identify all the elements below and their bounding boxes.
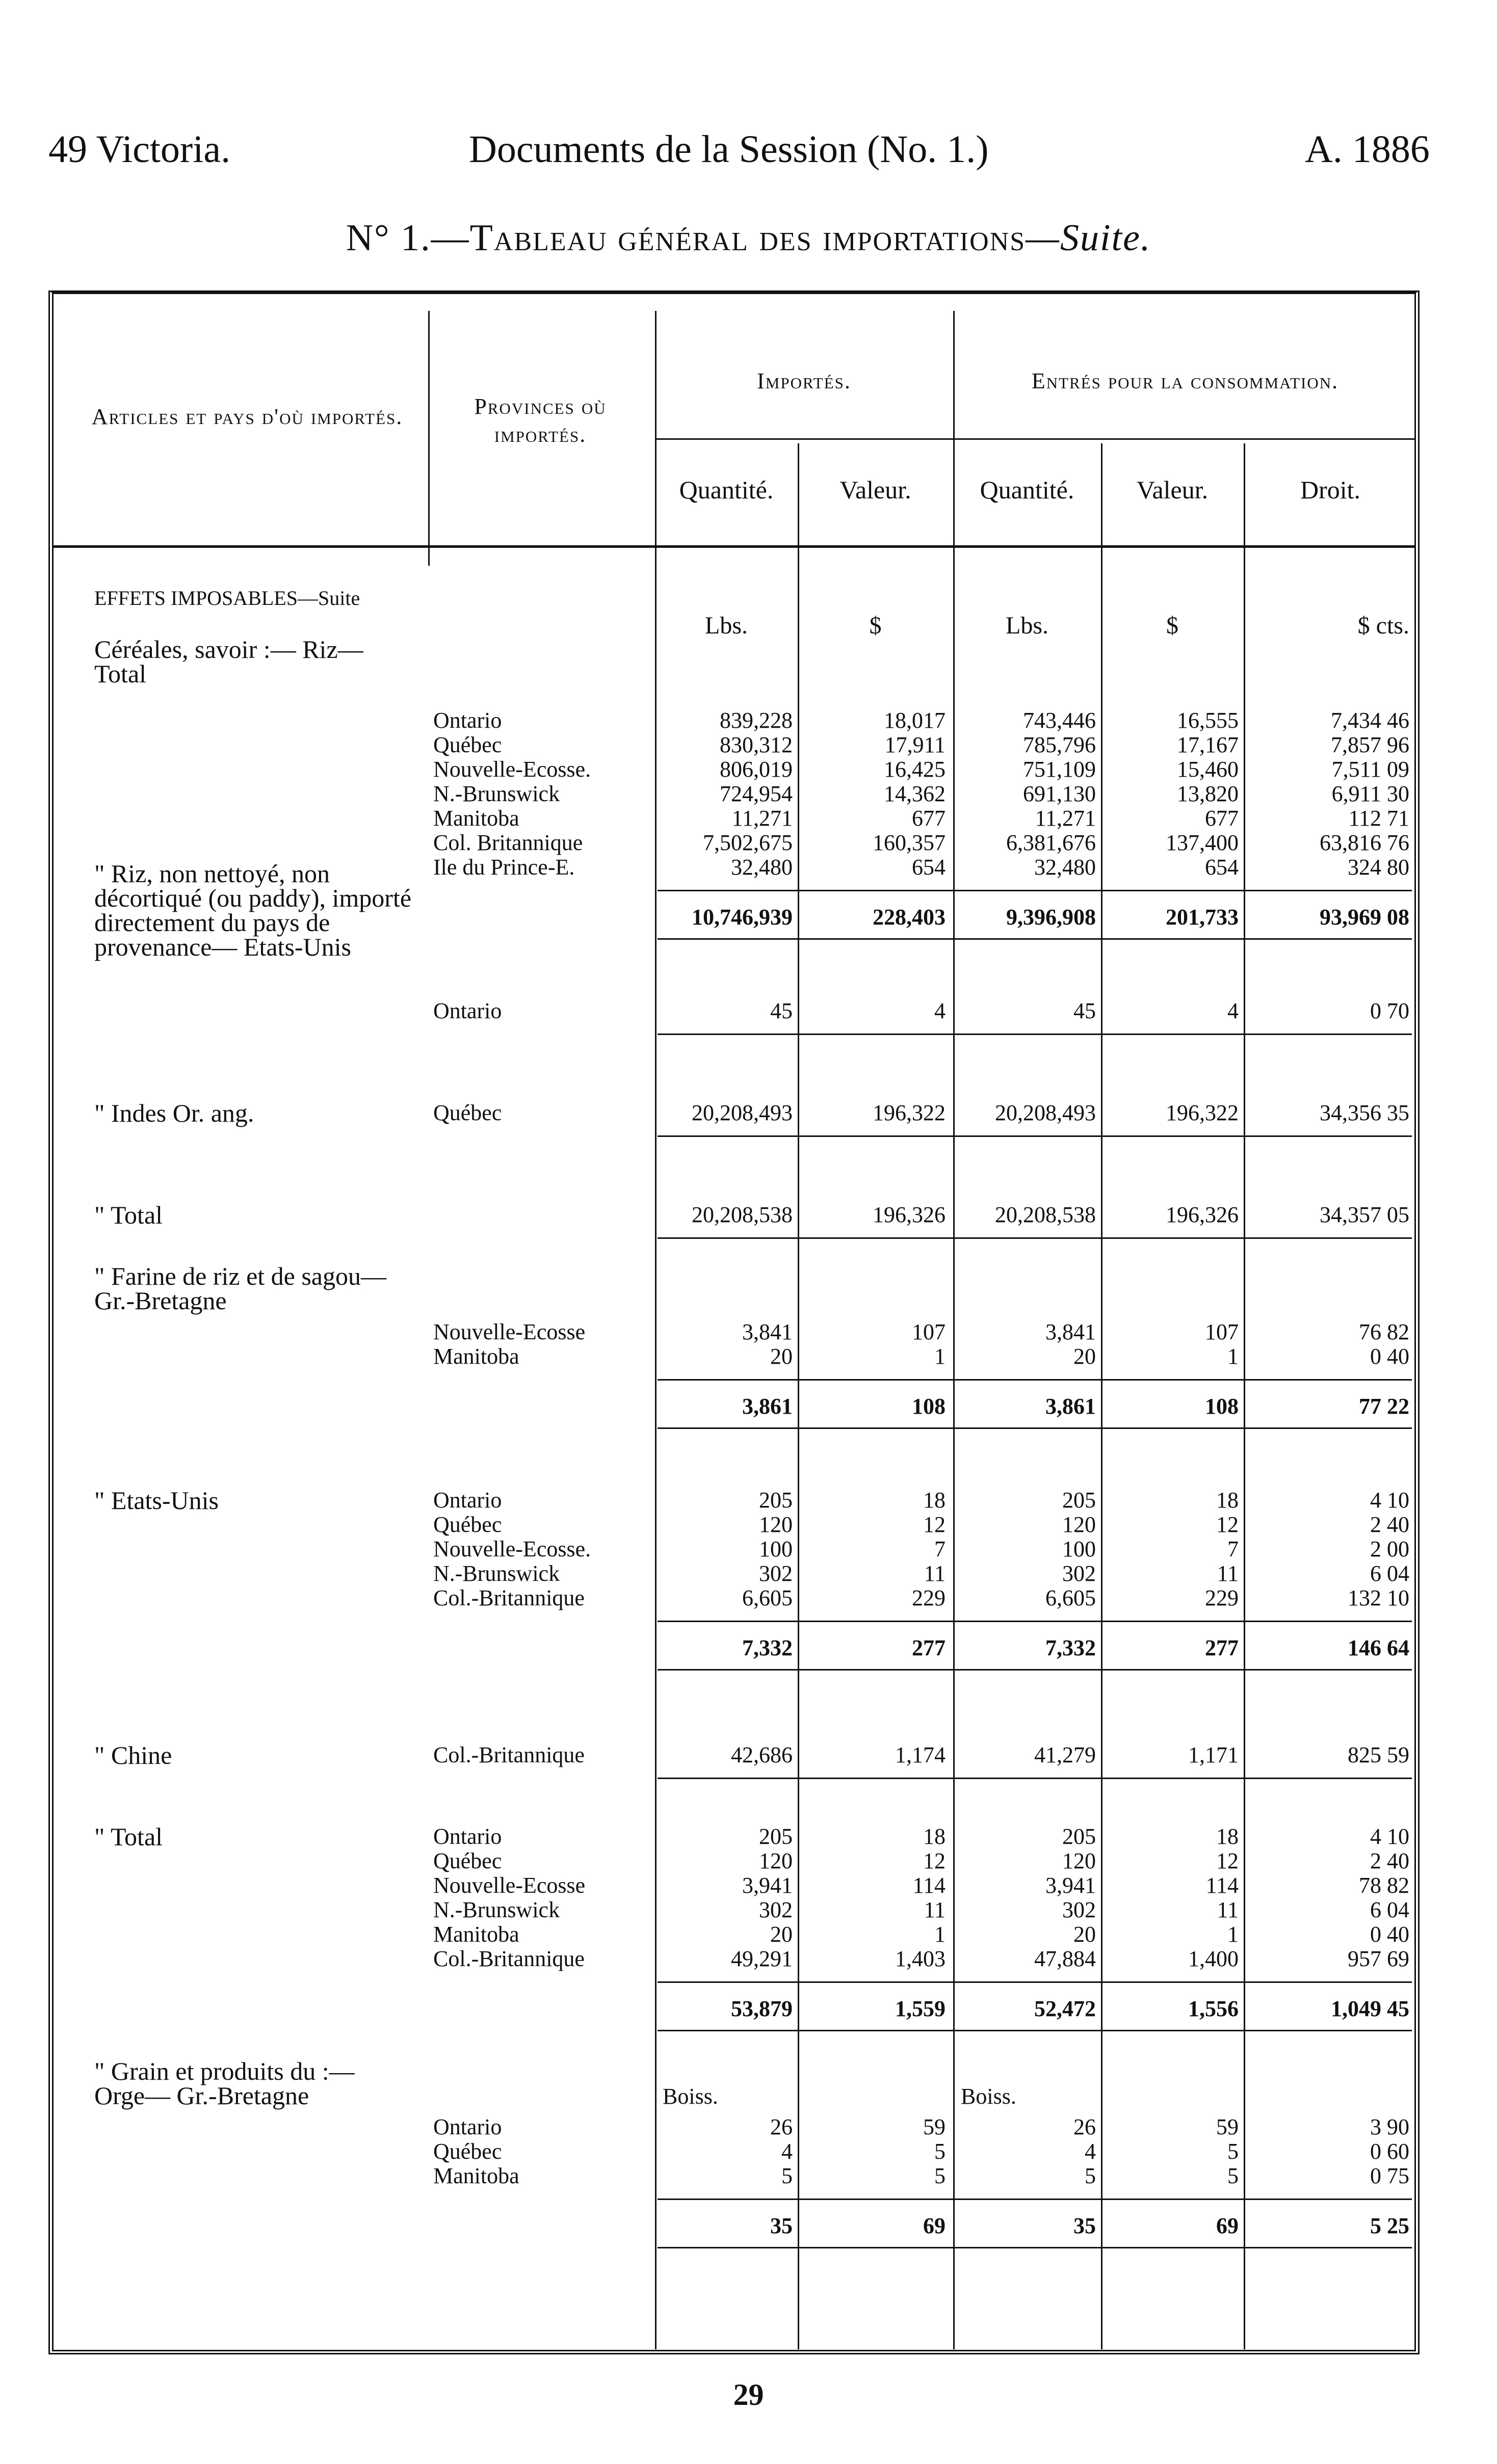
- total-q2: 35: [1073, 2213, 1096, 2238]
- province-name: Col. Britannique: [433, 830, 583, 855]
- unit-d: $ cts.: [1357, 612, 1409, 639]
- col-header-articles: Articles et pays d'où importés.: [91, 404, 403, 429]
- province-name: Manitoba: [433, 2163, 519, 2188]
- cell-v1: 18: [923, 1824, 946, 1849]
- cell-q2: 785,796: [1023, 732, 1096, 757]
- running-header-center: Documents de la Session (No. 1.): [469, 128, 989, 171]
- cell-v2: 4: [1227, 998, 1239, 1023]
- cell-q2: 743,446: [1023, 708, 1096, 733]
- cell-q2: 4: [1085, 2139, 1096, 2164]
- cell-q1: 4: [781, 2139, 793, 2164]
- province-name: Nouvelle-Ecosse.: [433, 1536, 591, 1561]
- province-name: Ontario: [433, 708, 502, 733]
- cell-v2: 1: [1227, 1922, 1239, 1947]
- province-name: Québec: [433, 1512, 502, 1537]
- subtotal-rule: [658, 1778, 1412, 1779]
- province-name: Québec: [433, 1848, 502, 1873]
- province-name: Ile du Prince-E.: [433, 855, 575, 880]
- total-q1: 7,332: [742, 1635, 793, 1660]
- cell-q2: 205: [1062, 1824, 1096, 1849]
- cell-d: 76 82: [1359, 1319, 1409, 1344]
- cell-v2: 196,326: [1166, 1202, 1239, 1227]
- cell-q1: 302: [759, 1561, 793, 1586]
- province-name: N.-Brunswick: [433, 1561, 560, 1586]
- cell-q1: 49,291: [731, 1946, 793, 1971]
- cell-v2: 11: [1217, 1561, 1239, 1586]
- col-header-droit: Droit.: [1300, 475, 1361, 504]
- cell-v2: 654: [1205, 855, 1239, 880]
- province-name: Québec: [433, 1100, 502, 1125]
- province-name: Ontario: [433, 2114, 502, 2139]
- cell-q1: 5: [781, 2163, 793, 2188]
- total-q1: 53,879: [731, 1996, 793, 2021]
- cell-v2: 12: [1216, 1512, 1239, 1537]
- cell-v2: 1,171: [1188, 1742, 1239, 1767]
- col-divider: [798, 443, 799, 2349]
- cell-v2: 11: [1217, 1897, 1239, 1922]
- cell-d: 0 40: [1370, 1922, 1409, 1947]
- col-header-importes: Importés.: [757, 368, 851, 393]
- cell-v1: 4: [934, 998, 946, 1023]
- cell-q2: 45: [1073, 998, 1096, 1023]
- cell-q2: 3,941: [1045, 1873, 1096, 1898]
- cell-q1: 806,019: [720, 757, 793, 782]
- cell-q1: 42,686: [731, 1742, 793, 1767]
- cell-v2: 16,555: [1177, 708, 1239, 733]
- subtotal-rule: [658, 2198, 1412, 2200]
- cell-v1: 196,322: [873, 1100, 946, 1125]
- cell-v2: 59: [1216, 2114, 1239, 2139]
- cell-d: 7,434 46: [1331, 708, 1409, 733]
- subtotal-rule: [658, 1981, 1412, 1983]
- cell-d: 2 40: [1370, 1512, 1409, 1537]
- cell-v2: 677: [1205, 806, 1239, 831]
- unit-q1: Lbs.: [705, 612, 748, 639]
- province-name: Québec: [433, 732, 502, 757]
- cell-v1: 17,911: [884, 732, 946, 757]
- total-d: 77 22: [1359, 1394, 1409, 1419]
- cell-v1: 160,357: [873, 830, 946, 855]
- cell-v1: 18: [923, 1488, 946, 1513]
- unit-v1: $: [869, 612, 882, 639]
- cell-q1: 20,208,493: [692, 1100, 793, 1125]
- cell-q2: 100: [1062, 1536, 1096, 1561]
- cell-q1: 205: [759, 1824, 793, 1849]
- cell-d: 63,816 76: [1320, 830, 1409, 855]
- section-heading: EFFETS IMPOSABLES—Suite: [94, 587, 360, 610]
- province-name: Col.-Britannique: [433, 1946, 585, 1971]
- cell-q2: 6,381,676: [1006, 830, 1096, 855]
- cell-d: 2 00: [1370, 1536, 1409, 1561]
- total-q1: 35: [770, 2213, 793, 2238]
- cell-d: 4 10: [1370, 1824, 1409, 1849]
- table-title: [0, 217, 1497, 260]
- cell-v2: 18: [1216, 1824, 1239, 1849]
- total-d: 93,969 08: [1320, 905, 1409, 930]
- cell-q2: 3,841: [1045, 1319, 1096, 1344]
- cell-q1: 830,312: [720, 732, 793, 757]
- cell-q1: 20: [770, 1344, 793, 1369]
- cell-q1: 7,502,675: [703, 830, 793, 855]
- cell-d: 0 60: [1370, 2139, 1409, 2164]
- cell-q2: 20: [1073, 1922, 1096, 1947]
- cell-v1: 1: [934, 1344, 946, 1369]
- article-label: Céréales, savoir :— Riz— Total: [94, 635, 363, 688]
- col-header-quantite2: Quantité.: [980, 475, 1074, 504]
- col-divider: [655, 311, 656, 2349]
- cell-d: 7,511 09: [1331, 757, 1409, 782]
- cell-q2: 32,480: [1034, 855, 1096, 880]
- total-rule: [658, 1669, 1412, 1671]
- cell-q2: 751,109: [1023, 757, 1096, 782]
- province-name: Col.-Britannique: [433, 1585, 585, 1610]
- cell-q2: 41,279: [1034, 1742, 1096, 1767]
- cell-q1: 11,271: [731, 806, 793, 831]
- cell-q1: 839,228: [720, 708, 793, 733]
- cell-v2: 114: [1205, 1873, 1239, 1898]
- article-label: " Farine de riz et de sagou— Gr.-Bretagne: [94, 1262, 386, 1315]
- article-label: " Grain et produits du :—Orge— Gr.-Bretagne: [94, 2057, 355, 2110]
- total-d: 5 25: [1370, 2213, 1409, 2238]
- cell-v2: 17,167: [1177, 732, 1239, 757]
- cell-v2: 1: [1227, 1344, 1239, 1369]
- cell-v1: 5: [934, 2139, 946, 2164]
- cell-v2: 5: [1227, 2163, 1239, 2188]
- total-v2: 69: [1216, 2213, 1239, 2238]
- cell-q2: 302: [1062, 1897, 1096, 1922]
- cell-v1: 1: [934, 1922, 946, 1947]
- cell-q2: 20: [1073, 1344, 1096, 1369]
- table-title-prefix: N° 1.—: [346, 217, 470, 259]
- page-number: 29: [733, 2378, 764, 2412]
- cell-q2: 120: [1062, 1512, 1096, 1537]
- unit-q2: Lbs.: [1006, 612, 1048, 639]
- total-d: 146 64: [1348, 1635, 1409, 1660]
- province-name: N.-Brunswick: [433, 781, 560, 806]
- cell-q2: 47,884: [1034, 1946, 1096, 1971]
- col-header-provinces: Provinces où importés.: [474, 394, 607, 447]
- cell-d: 6 04: [1370, 1897, 1409, 1922]
- total-v2: 108: [1205, 1394, 1239, 1419]
- unit-label: Boiss.: [961, 2084, 1016, 2109]
- cell-q2: 691,130: [1023, 781, 1096, 806]
- cell-d: 957 69: [1348, 1946, 1409, 1971]
- cell-v2: 107: [1205, 1319, 1239, 1344]
- cell-q1: 45: [770, 998, 793, 1023]
- cell-d: 6,911 30: [1331, 781, 1409, 806]
- total-v1: 108: [912, 1394, 946, 1419]
- total-q2: 9,396,908: [1006, 905, 1096, 930]
- cell-v1: 1,174: [895, 1742, 946, 1767]
- cell-v1: 16,425: [884, 757, 946, 782]
- province-name: Ontario: [433, 998, 502, 1023]
- cell-q2: 302: [1062, 1561, 1096, 1586]
- province-name: Manitoba: [433, 1922, 519, 1947]
- col-header-valeur: Valeur.: [839, 475, 911, 504]
- cell-v1: 11: [924, 1897, 946, 1922]
- subtotal-rule: [658, 1379, 1412, 1381]
- cell-q2: 120: [1062, 1848, 1096, 1873]
- cell-v1: 677: [912, 806, 946, 831]
- total-v1: 277: [912, 1635, 946, 1660]
- cell-v2: 5: [1227, 2139, 1239, 2164]
- cell-v1: 196,326: [873, 1202, 946, 1227]
- article-label: " Chine: [94, 1741, 172, 1769]
- cell-q1: 20: [770, 1922, 793, 1947]
- province-name: Nouvelle-Ecosse.: [433, 757, 591, 782]
- cell-v2: 15,460: [1177, 757, 1239, 782]
- cell-v1: 114: [912, 1873, 946, 1898]
- total-v2: 201,733: [1166, 905, 1239, 930]
- subtotal-rule: [658, 1135, 1412, 1137]
- cell-v1: 229: [912, 1585, 946, 1610]
- total-q2: 52,472: [1034, 1996, 1096, 2021]
- cell-d: 34,357 05: [1320, 1202, 1409, 1227]
- cell-q1: 26: [770, 2114, 793, 2139]
- province-name: Col.-Britannique: [433, 1742, 585, 1767]
- col-header-valeur2: Valeur.: [1136, 475, 1209, 504]
- cell-v1: 12: [923, 1848, 946, 1873]
- cell-q2: 26: [1073, 2114, 1096, 2139]
- col-divider: [953, 311, 955, 2349]
- cell-q1: 302: [759, 1897, 793, 1922]
- total-q2: 7,332: [1045, 1635, 1096, 1660]
- total-v2: 277: [1205, 1635, 1239, 1660]
- cell-v1: 7: [934, 1536, 946, 1561]
- article-label: " Total: [94, 1822, 163, 1851]
- total-q2: 3,861: [1045, 1394, 1096, 1419]
- province-name: Manitoba: [433, 1344, 519, 1369]
- cell-q1: 3,841: [742, 1319, 793, 1344]
- running-header-right: A. 1886: [1305, 128, 1430, 171]
- cell-v1: 11: [924, 1561, 946, 1586]
- running-header-left: 49 Victoria.: [48, 128, 231, 171]
- cell-q1: 3,941: [742, 1873, 793, 1898]
- table-title-main: Tableau général des importations: [469, 217, 1026, 259]
- cell-v1: 5: [934, 2163, 946, 2188]
- cell-d: 34,356 35: [1320, 1100, 1409, 1125]
- cell-q1: 100: [759, 1536, 793, 1561]
- cell-d: 132 10: [1348, 1585, 1409, 1610]
- col-divider: [1101, 443, 1102, 2349]
- cell-q1: 120: [759, 1848, 793, 1873]
- subtotal-rule: [658, 1237, 1412, 1239]
- unit-label: Boiss.: [663, 2084, 718, 2109]
- col-header-entres: Entrés pour la consommation.: [1031, 368, 1339, 393]
- article-label: " Etats-Unis: [94, 1486, 219, 1515]
- article-label: " Indes Or. ang.: [94, 1099, 254, 1127]
- cell-v2: 1,400: [1188, 1946, 1239, 1971]
- cell-q1: 20,208,538: [692, 1202, 793, 1227]
- total-v1: 69: [923, 2213, 946, 2238]
- total-v1: 228,403: [873, 905, 946, 930]
- province-name: Ontario: [433, 1488, 502, 1513]
- total-q1: 3,861: [742, 1394, 793, 1419]
- cell-q1: 205: [759, 1488, 793, 1513]
- total-rule: [658, 1427, 1412, 1429]
- table-title-suffix: —Suite.: [1026, 217, 1151, 259]
- cell-d: 78 82: [1359, 1873, 1409, 1898]
- cell-v1: 654: [912, 855, 946, 880]
- article-label: " Total: [94, 1201, 163, 1229]
- subtotal-rule: [658, 1621, 1412, 1622]
- cell-q2: 205: [1062, 1488, 1096, 1513]
- cell-v2: 229: [1205, 1585, 1239, 1610]
- cell-v2: 137,400: [1166, 830, 1239, 855]
- cell-d: 7,857 96: [1331, 732, 1409, 757]
- cell-d: 0 75: [1370, 2163, 1409, 2188]
- province-name: N.-Brunswick: [433, 1897, 560, 1922]
- total-rule: [658, 2247, 1412, 2248]
- cell-q1: 724,954: [720, 781, 793, 806]
- cell-q1: 120: [759, 1512, 793, 1537]
- cell-d: 2 40: [1370, 1848, 1409, 1873]
- total-q1: 10,746,939: [692, 905, 793, 930]
- header-rule: [54, 545, 1414, 548]
- cell-d: 825 59: [1348, 1742, 1409, 1767]
- cell-v2: 13,820: [1177, 781, 1239, 806]
- col-divider: [1244, 443, 1245, 2349]
- cell-d: 0 70: [1370, 998, 1409, 1023]
- province-name: Québec: [433, 2139, 502, 2164]
- unit-v2: $: [1166, 612, 1178, 639]
- cell-q2: 20,208,538: [995, 1202, 1096, 1227]
- province-name: Ontario: [433, 1824, 502, 1849]
- cell-d: 324 80: [1348, 855, 1409, 880]
- cell-v1: 1,403: [895, 1946, 946, 1971]
- total-d: 1,049 45: [1331, 1996, 1409, 2021]
- cell-d: 3 90: [1370, 2114, 1409, 2139]
- subtotal-rule: [658, 1034, 1412, 1035]
- cell-v1: 18,017: [884, 708, 946, 733]
- cell-q1: 32,480: [731, 855, 793, 880]
- cell-d: 6 04: [1370, 1561, 1409, 1586]
- col-divider: [428, 311, 430, 566]
- header-rule: [655, 438, 1414, 440]
- cell-v1: 12: [923, 1512, 946, 1537]
- total-rule: [658, 2030, 1412, 2031]
- col-header-quantite: Quantité.: [679, 475, 774, 504]
- cell-v1: 107: [912, 1319, 946, 1344]
- cell-v2: 18: [1216, 1488, 1239, 1513]
- cell-q2: 20,208,493: [995, 1100, 1096, 1125]
- total-v1: 1,559: [895, 1996, 946, 2021]
- total-v2: 1,556: [1188, 1996, 1239, 2021]
- cell-d: 4 10: [1370, 1488, 1409, 1513]
- cell-v2: 7: [1227, 1536, 1239, 1561]
- cell-q2: 6,605: [1045, 1585, 1096, 1610]
- cell-d: 0 40: [1370, 1344, 1409, 1369]
- subtotal-rule: [658, 890, 1412, 891]
- cell-q1: 6,605: [742, 1585, 793, 1610]
- cell-v2: 12: [1216, 1848, 1239, 1873]
- cell-q2: 11,271: [1035, 806, 1096, 831]
- cell-q2: 5: [1085, 2163, 1096, 2188]
- cell-v1: 14,362: [884, 781, 946, 806]
- cell-v2: 196,322: [1166, 1100, 1239, 1125]
- cell-v1: 59: [923, 2114, 946, 2139]
- total-rule: [658, 938, 1412, 940]
- article-label: " Riz, non nettoyé, non décortiqué (ou paddy), importé directement du pays de provenance— Etats-Unis: [94, 859, 412, 961]
- cell-d: 112 71: [1348, 806, 1409, 831]
- province-name: Nouvelle-Ecosse: [433, 1873, 586, 1898]
- province-name: Nouvelle-Ecosse: [433, 1319, 586, 1344]
- province-name: Manitoba: [433, 806, 519, 831]
